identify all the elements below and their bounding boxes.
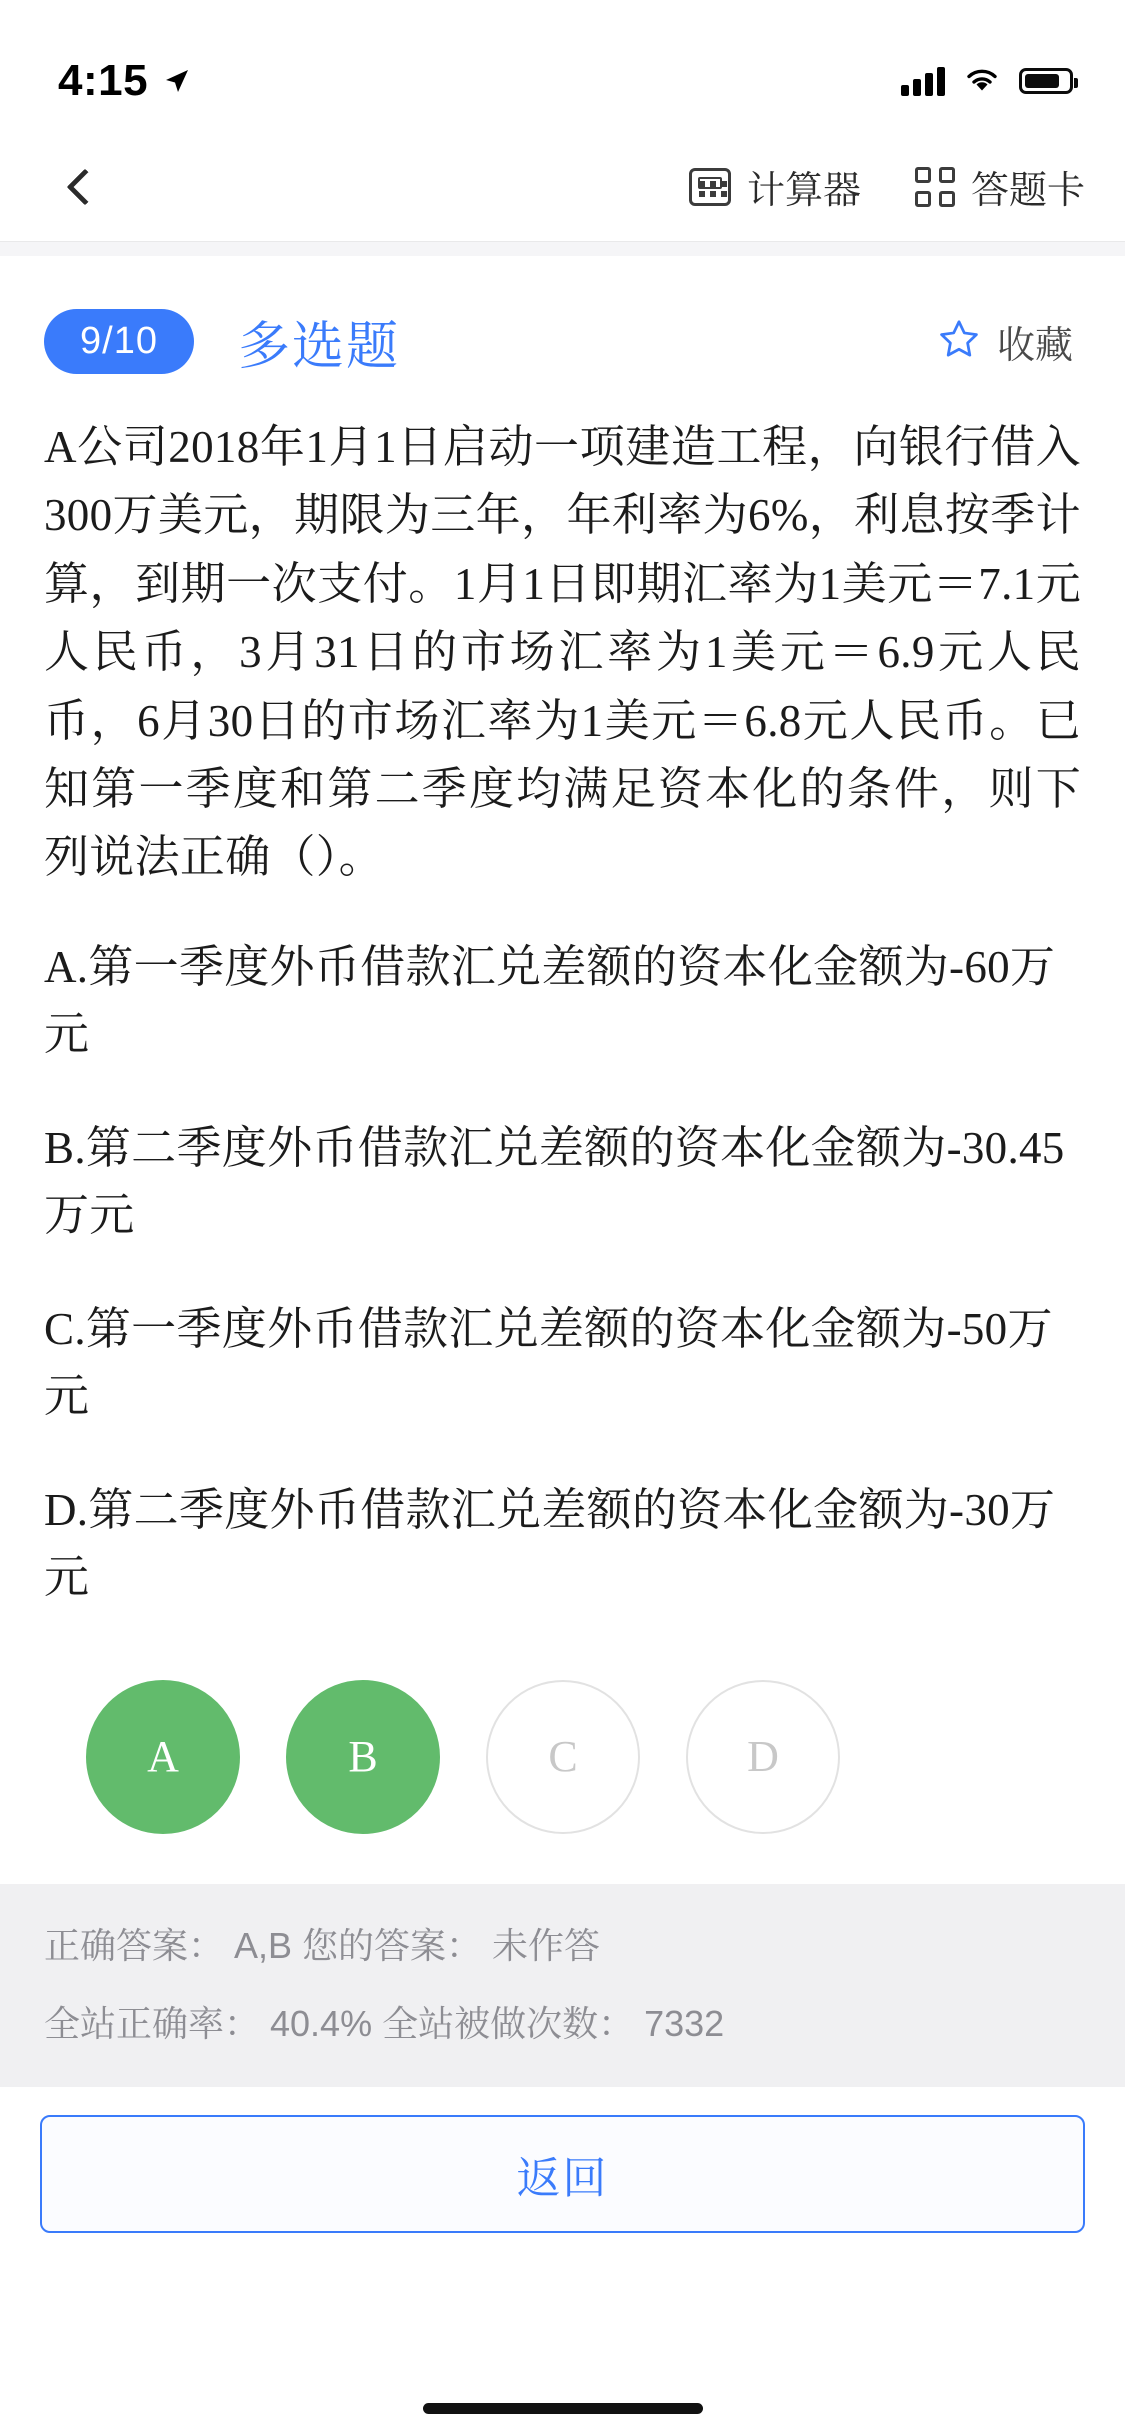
option-a[interactable]: A.第一季度外币借款汇兑差额的资本化金额为-60万元 <box>44 941 1056 1060</box>
favorite-label: 收藏 <box>996 325 1073 367</box>
nav-bar <box>0 132 1125 242</box>
question-index-badge: 9/10 <box>44 309 194 374</box>
status-time: 4:15 <box>58 56 149 105</box>
battery-icon <box>1019 68 1073 94</box>
status-bar-right <box>901 65 1073 98</box>
option-d[interactable]: D.第二季度外币借款汇兑差额的资本化金额为-30万元 <box>44 1484 1056 1603</box>
location-arrow-icon <box>164 68 190 94</box>
option-c[interactable]: C.第一季度外币借款汇兑差额的资本化金额为-50万元 <box>44 1303 1053 1422</box>
choice-button-a[interactable]: A <box>86 1680 240 1834</box>
home-indicator <box>423 2403 703 2414</box>
question-header <box>0 256 1125 379</box>
return-button[interactable]: 返回 <box>40 2115 1085 2233</box>
star-outline-icon <box>937 317 981 366</box>
back-chevron-icon <box>67 168 104 205</box>
favorite-button[interactable] <box>937 314 1085 369</box>
choice-button-c[interactable]: C <box>486 1680 640 1834</box>
cellular-signal-icon <box>901 66 945 96</box>
calculator-icon <box>689 168 731 206</box>
answer-sheet-button[interactable] <box>915 159 1085 214</box>
choice-button-d[interactable]: D <box>686 1680 840 1834</box>
nav-actions <box>689 159 1085 214</box>
nav-separator <box>0 242 1125 256</box>
answer-sheet-grid-icon <box>915 167 955 207</box>
correct-answer-text: 正确答案： A,B 您的答案： 未作答 <box>44 1924 601 1966</box>
status-bar <box>0 0 1125 132</box>
wifi-icon <box>963 65 1001 98</box>
question-type-label: 多选题 <box>238 318 401 376</box>
choice-button-b[interactable]: B <box>286 1680 440 1834</box>
calculator-label: 计算器 <box>746 170 861 212</box>
choice-buttons <box>0 1658 1125 1834</box>
question-body <box>0 379 1125 1612</box>
option-b[interactable]: B.第二季度外币借款汇兑差额的资本化金额为-30.45万元 <box>44 1122 1065 1241</box>
bottom-action-area <box>0 2087 1125 2233</box>
answer-info-panel <box>0 1884 1125 2088</box>
status-bar-left <box>58 56 190 106</box>
question-stats-text: 全站正确率： 40.4% 全站被做次数： 7332 <box>44 2002 725 2044</box>
answer-sheet-label: 答题卡 <box>970 170 1085 212</box>
back-button[interactable] <box>50 152 120 222</box>
question-options <box>44 934 1081 1612</box>
calculator-button[interactable] <box>689 159 861 214</box>
question-stem: A公司2018年1月1日启动一项建造工程，向银行借入300万美元，期限为三年，年利率为6%，利息按季计算，到期一次支付。1月1日即期汇率为1美元＝7.1元人民币，3月31日的市场汇率为1美元＝6.9元人民币，6月30日的市场汇率为1美元＝6.8元人民币。已知第一季度和第二季度均满足资本化的条件，则下列说法正确（）。 <box>44 422 1081 883</box>
